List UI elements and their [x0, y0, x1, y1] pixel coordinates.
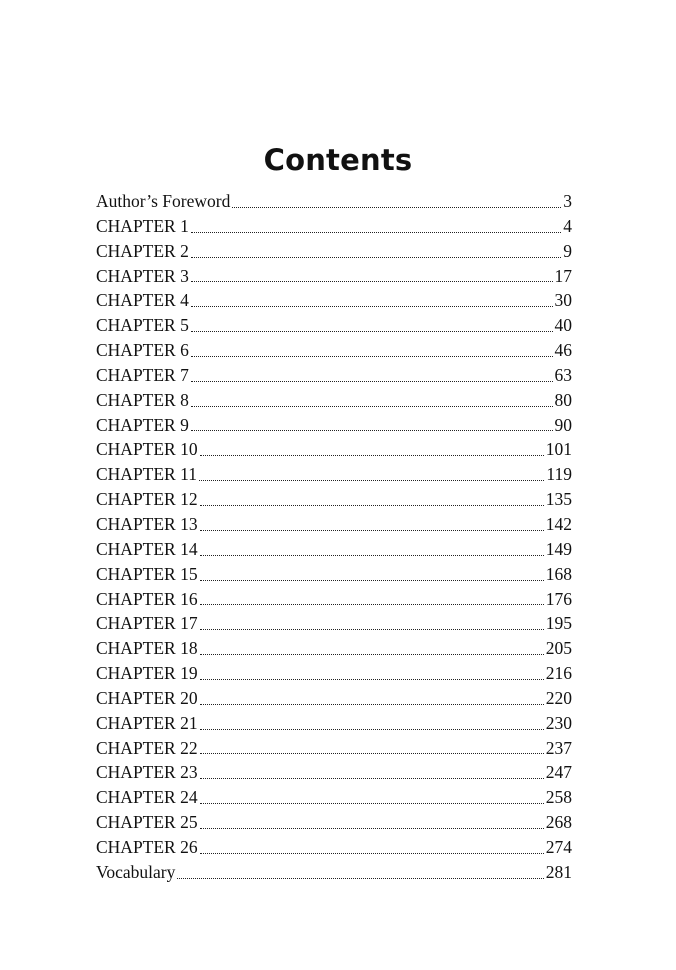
toc-entry-label: CHAPTER 3	[96, 265, 189, 286]
toc-entry[interactable]	[96, 686, 572, 711]
toc-entry-page-number: 220	[545, 687, 572, 708]
toc-entry[interactable]	[96, 487, 572, 512]
dot-leader	[200, 512, 544, 537]
toc-entry[interactable]	[96, 587, 572, 612]
toc-entry-label: CHAPTER 7	[96, 364, 189, 385]
toc-entry-label: CHAPTER 17	[96, 613, 198, 634]
toc-entry-page-number: 268	[545, 812, 572, 833]
toc-entry-label: Author’s Foreword	[96, 191, 231, 211]
dot-leader	[200, 611, 544, 636]
dot-leader	[200, 835, 544, 860]
dot-leader	[199, 462, 544, 487]
dot-leader	[200, 562, 544, 587]
toc-entry[interactable]	[96, 711, 572, 736]
toc-entry[interactable]	[96, 661, 572, 686]
toc-entry[interactable]	[96, 611, 572, 636]
toc-entry[interactable]	[96, 413, 572, 438]
toc-entry-page-number: 17	[554, 265, 572, 286]
toc-entry-label: CHAPTER 9	[96, 414, 189, 435]
dot-leader	[200, 636, 544, 661]
toc-entry-label: Vocabulary	[96, 861, 176, 882]
toc-entry-label: CHAPTER 11	[96, 464, 197, 485]
toc-entry-label: CHAPTER 4	[96, 290, 189, 311]
toc-entry-label: CHAPTER 26	[96, 836, 198, 857]
toc-entry-label: CHAPTER 18	[96, 638, 198, 659]
dot-leader	[200, 537, 544, 562]
page-title: Contents	[263, 143, 413, 177]
toc-entry-label: CHAPTER 13	[96, 513, 198, 534]
toc-entry-label: CHAPTER 23	[96, 762, 198, 783]
dot-leader	[191, 214, 561, 239]
dot-leader	[191, 288, 553, 313]
toc-entry[interactable]	[96, 189, 572, 214]
toc-entry-page-number: 3	[563, 191, 572, 211]
toc-entry-page-number: 216	[545, 663, 572, 684]
toc-entry[interactable]	[96, 288, 572, 313]
toc-entry[interactable]	[96, 363, 572, 388]
toc-entry[interactable]	[96, 537, 572, 562]
toc-entry[interactable]	[96, 264, 572, 289]
toc-entry-page-number: 30	[554, 290, 572, 311]
toc-entry-page-number: 135	[545, 489, 572, 510]
toc-entry[interactable]	[96, 835, 572, 860]
dot-leader	[191, 338, 553, 363]
toc-entry[interactable]	[96, 214, 572, 239]
toc-entry-page-number: 4	[563, 215, 572, 236]
toc-entry-page-number: 176	[545, 588, 572, 609]
dot-leader	[200, 760, 544, 785]
toc-entry-page-number: 168	[545, 563, 572, 584]
toc-entry[interactable]	[96, 810, 572, 835]
toc-entry-label: CHAPTER 22	[96, 737, 198, 758]
toc-entry-page-number: 281	[545, 861, 572, 882]
dot-leader	[191, 363, 553, 388]
toc-entry[interactable]	[96, 388, 572, 413]
dot-leader	[191, 313, 553, 338]
dot-leader	[191, 413, 553, 438]
dot-leader	[200, 711, 544, 736]
toc-entry-label: CHAPTER 16	[96, 588, 198, 609]
toc-entry-page-number: 195	[545, 613, 572, 634]
toc-entry-page-number: 205	[545, 638, 572, 659]
toc-entry[interactable]	[96, 512, 572, 537]
toc-entry-page-number: 40	[554, 315, 572, 336]
toc-entry-label: CHAPTER 20	[96, 687, 198, 708]
toc-entry[interactable]	[96, 239, 572, 264]
toc-entry-label: CHAPTER 2	[96, 240, 189, 261]
toc-entry[interactable]	[96, 636, 572, 661]
dot-leader	[191, 239, 561, 264]
dot-leader	[232, 189, 561, 214]
dot-leader	[191, 264, 553, 289]
dot-leader	[177, 860, 543, 885]
toc-entry[interactable]	[96, 785, 572, 810]
toc-entry[interactable]	[96, 437, 572, 462]
dot-leader	[200, 785, 544, 810]
toc-entry-page-number: 90	[554, 414, 572, 435]
toc-entry-page-number: 46	[554, 340, 572, 361]
toc-entry-page-number: 237	[545, 737, 572, 758]
toc-entry[interactable]	[96, 462, 572, 487]
toc-entry[interactable]	[96, 338, 572, 363]
toc-entry-label: CHAPTER 6	[96, 340, 189, 361]
toc-entry-page-number: 101	[545, 439, 572, 460]
dot-leader	[200, 810, 544, 835]
toc-entry[interactable]	[96, 760, 572, 785]
toc-entry-page-number: 149	[545, 538, 572, 559]
toc-entry-label: CHAPTER 14	[96, 538, 198, 559]
toc-entry-page-number: 142	[545, 513, 572, 534]
toc-entry-page-number: 258	[545, 787, 572, 808]
toc-entry-label: CHAPTER 5	[96, 315, 189, 336]
toc-entry-page-number: 247	[545, 762, 572, 783]
toc-entry[interactable]	[96, 736, 572, 761]
toc-entry[interactable]	[96, 860, 572, 885]
dot-leader	[200, 686, 544, 711]
toc-entry-page-number: 80	[554, 389, 572, 410]
toc-entry-page-number: 9	[563, 240, 572, 261]
dot-leader	[200, 487, 544, 512]
dot-leader	[200, 587, 544, 612]
toc-entry-label: CHAPTER 25	[96, 812, 198, 833]
toc-entry-label: CHAPTER 19	[96, 663, 198, 684]
toc-entry[interactable]	[96, 562, 572, 587]
dot-leader	[200, 736, 544, 761]
toc-entry-label: CHAPTER 21	[96, 712, 198, 733]
toc-entry-page-number: 230	[545, 712, 572, 733]
toc-entry-label: CHAPTER 8	[96, 389, 189, 410]
toc-entry-label: CHAPTER 12	[96, 489, 198, 510]
toc-entry-label: CHAPTER 15	[96, 563, 198, 584]
toc-entry-label: CHAPTER 24	[96, 787, 198, 808]
toc-entry-page-number: 63	[554, 364, 572, 385]
table-of-contents	[96, 189, 572, 885]
toc-entry-page-number: 274	[545, 836, 572, 857]
toc-entry-label: CHAPTER 10	[96, 439, 198, 460]
dot-leader	[200, 437, 544, 462]
dot-leader	[200, 661, 544, 686]
toc-entry-label: CHAPTER 1	[96, 215, 189, 236]
toc-entry-page-number: 119	[546, 464, 572, 485]
dot-leader	[191, 388, 553, 413]
toc-entry[interactable]	[96, 313, 572, 338]
